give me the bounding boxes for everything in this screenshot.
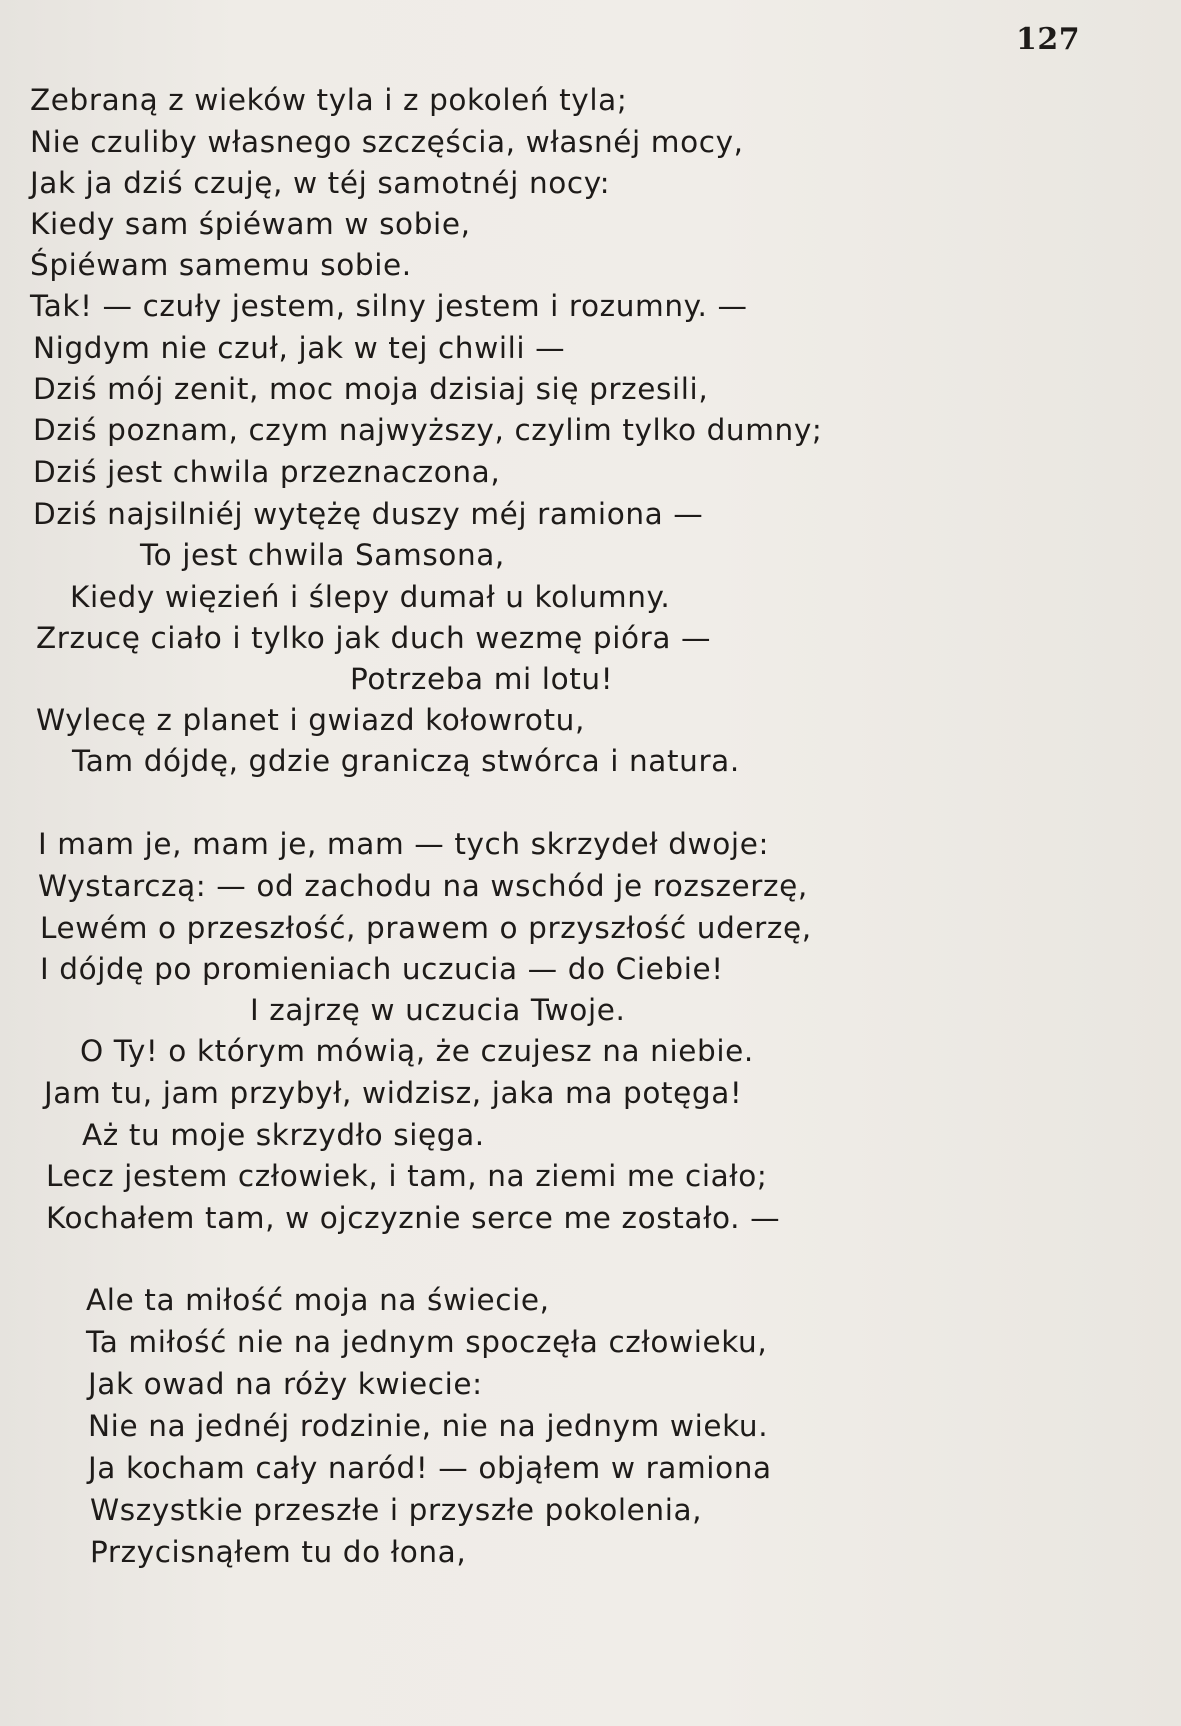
verse-line: I mam je, mam je, mam — tych skrzydeł dwoje: <box>38 827 770 861</box>
verse-line: Jam tu, jam przybył, widzisz, jaka ma potęga! <box>44 1076 743 1110</box>
verse-line: Zrzucę ciało i tylko jak duch wezmę pióra — <box>36 621 712 655</box>
verse-line: Kiedy sam śpiéwam w sobie, <box>30 207 471 241</box>
verse-line: Nie czuliby własnego szczęścia, własnéj mocy, <box>30 125 744 159</box>
verse-line: Dziś jest chwila przeznaczona, <box>33 455 501 489</box>
verse-line: Nie na jednéj rodzinie, nie na jednym wieku. <box>88 1409 769 1443</box>
verse-line: Dziś najsilniéj wytężę duszy méj ramiona — <box>33 497 704 531</box>
verse-line: Kochałem tam, w ojczyznie serce me zostało. — <box>46 1201 781 1235</box>
verse-line: Jak owad na róży kwiecie: <box>88 1367 483 1401</box>
verse-line: To jest chwila Samsona, <box>140 538 505 572</box>
verse-line: Nigdym nie czuł, jak w tej chwili — <box>33 331 566 365</box>
verse-line: Wszystkie przeszłe i przyszłe pokolenia, <box>90 1493 703 1527</box>
verse-line: O Ty! o którym mówią, że czujesz na niebie. <box>80 1034 754 1068</box>
page-number: 127 <box>1016 22 1081 57</box>
verse-line: Kiedy więzień i ślepy dumał u kolumny. <box>70 580 671 614</box>
verse-line: I zajrzę w uczucia Twoje. <box>250 993 626 1027</box>
verse-line: Ja kocham cały naród! — objąłem w ramiona <box>88 1451 772 1485</box>
verse-line: Ale ta miłość moja na świecie, <box>86 1283 550 1317</box>
verse-line: Potrzeba mi lotu! <box>350 662 614 696</box>
verse-line: Tam dójdę, gdzie graniczą stwórca i natura. <box>72 744 740 778</box>
verse-line: Dziś poznam, czym najwyższy, czylim tylko dumny; <box>33 413 823 447</box>
verse-line: Ta miłość nie na jednym spoczęła człowieku, <box>86 1325 768 1359</box>
verse-line: Wystarczą: — od zachodu na wschód je rozszerzę, <box>38 869 808 903</box>
verse-line: Tak! — czuły jestem, silny jestem i rozumny. — <box>30 289 748 323</box>
verse-line: I dójdę po promieniach uczucia — do Ciebie! <box>40 952 724 986</box>
verse-line: Dziś mój zenit, moc moja dzisiaj się przesili, <box>33 372 709 406</box>
verse-line: Aż tu moje skrzydło sięga. <box>82 1118 485 1152</box>
verse-line: Zebraną z wieków tyla i z pokoleń tyla; <box>30 83 628 117</box>
verse-line: Śpiéwam samemu sobie. <box>30 248 412 282</box>
verse-line: Przycisnąłem tu do łona, <box>90 1535 467 1569</box>
verse-line: Jak ja dziś czuję, w téj samotnéj nocy: <box>30 166 611 200</box>
verse-line: Lewém o przeszłość, prawem o przyszłość uderzę, <box>40 911 812 945</box>
verse-line: Lecz jestem człowiek, i tam, na ziemi me ciało; <box>46 1159 768 1193</box>
verse-line: Wylecę z planet i gwiazd kołowrotu, <box>36 703 585 737</box>
